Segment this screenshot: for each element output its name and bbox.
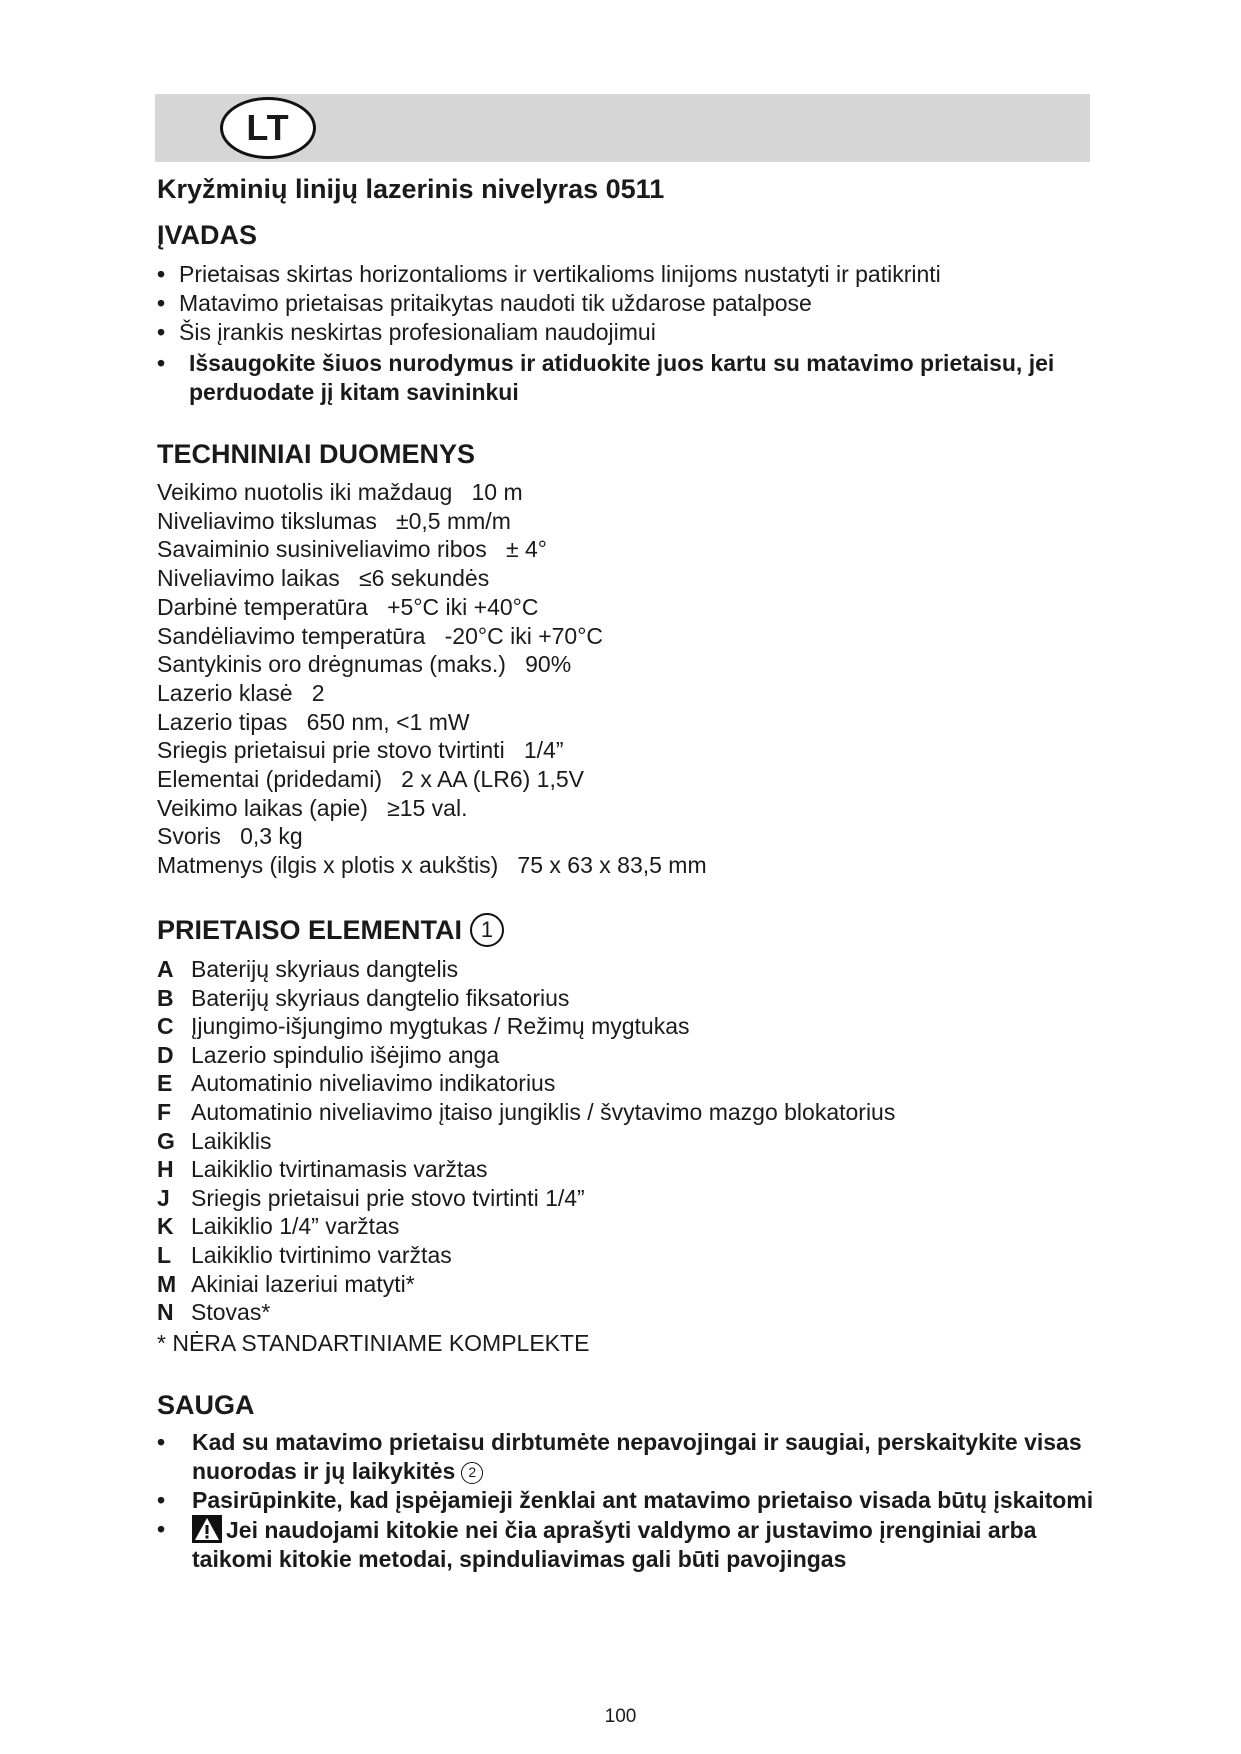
- element-key: B: [157, 984, 174, 1011]
- element-item: [157, 1184, 1057, 1213]
- safety-heading: SAUGA: [157, 1390, 255, 1420]
- element-label: Laikiklio 1/4” varžtas: [191, 1213, 400, 1240]
- spec-row: Matmenys (ilgis x plotis x aukštis) 75 x 63 x 83,5 mm: [157, 852, 707, 879]
- element-item: [157, 1041, 1057, 1070]
- page-number: 100: [604, 1706, 637, 1727]
- figure-ref-badge: 1: [470, 913, 504, 947]
- spec-row: Savaiminio susiniveliavimo ribos ± 4°: [157, 536, 547, 563]
- element-key: C: [157, 1013, 174, 1040]
- elements-heading-text: PRIETAISO ELEMENTAI: [157, 914, 463, 945]
- element-item: [157, 984, 1057, 1013]
- element-label: Baterijų skyriaus dangtelio fiksatorius: [191, 984, 570, 1011]
- element-label: Automatinio niveliavimo indikatorius: [191, 1070, 556, 1097]
- element-key: G: [157, 1127, 175, 1154]
- elements-footnote: * NĖRA STANDARTINIAME KOMPLEKTE: [157, 1330, 590, 1356]
- element-label: Laikiklis: [191, 1127, 272, 1154]
- element-label: Akiniai lazeriui matyti*: [191, 1270, 415, 1297]
- spec-row: Lazerio tipas 650 nm, <1 mW: [157, 708, 470, 735]
- element-label: Sriegis prietaisui prie stovo tvirtinti 1/4”: [191, 1184, 585, 1211]
- element-key: N: [157, 1299, 174, 1326]
- safety-bullet: [157, 1515, 1097, 1574]
- element-item: [157, 1298, 1057, 1327]
- safety-bullet: [157, 1486, 1097, 1515]
- safety-bullet-text: Kad su matavimo prietaisu dirbtumėte nepavojingai ir saugiai, perskaitykite visas nuorodas ir jų laikykitės: [192, 1429, 1082, 1484]
- element-key: H: [157, 1156, 174, 1183]
- intro-list: [157, 260, 1097, 407]
- element-label: Automatinio niveliavimo įtaiso jungiklis / švytavimo mazgo blokatorius: [191, 1098, 896, 1125]
- figure-ref-badge: 2: [461, 1462, 483, 1484]
- intro-bullet: • Prietaisas skirtas horizontalioms ir vertikalioms linijoms nustatyti ir patikrinti: [157, 260, 1097, 289]
- intro-bullet-important: • Išsaugokite šiuos nurodymus ir atiduokite juos kartu su matavimo prietaisu, jei perduodate jį kitam savininkui: [157, 349, 1097, 407]
- specs-list: [157, 478, 957, 880]
- element-item: [157, 1012, 1057, 1041]
- elements-list: [157, 955, 1057, 1327]
- element-item: [157, 955, 1057, 984]
- element-item: [157, 1155, 1057, 1184]
- element-key: D: [157, 1041, 174, 1068]
- spec-row: Veikimo laikas (apie) ≥15 val.: [157, 794, 468, 821]
- warning-triangle-icon: [192, 1515, 222, 1543]
- spec-row: Niveliavimo tikslumas ±0,5 mm/m: [157, 507, 511, 534]
- spec-row: Darbinė temperatūra +5°C iki +40°C: [157, 593, 539, 620]
- element-key: M: [157, 1270, 177, 1297]
- intro-bullet: • Matavimo prietaisas pritaikytas naudoti tik uždarose patalpose: [157, 289, 1097, 318]
- spec-row: Sandėliavimo temperatūra -20°C iki +70°C: [157, 622, 604, 649]
- element-item: [157, 1069, 1057, 1098]
- safety-list: [157, 1428, 1097, 1574]
- spec-row: Santykinis oro drėgnumas (maks.) 90%: [157, 651, 572, 678]
- spec-row: Lazerio klasė 2: [157, 679, 325, 706]
- element-key: E: [157, 1070, 173, 1097]
- document-title: Kryžminių linijų lazerinis nivelyras 0511: [157, 174, 665, 204]
- element-item: [157, 1212, 1057, 1241]
- element-label: Laikiklio tvirtinamasis varžtas: [191, 1156, 488, 1183]
- element-item: [157, 1127, 1057, 1156]
- intro-heading: ĮVADAS: [157, 220, 258, 250]
- element-key: K: [157, 1213, 174, 1240]
- language-badge: LT: [220, 97, 316, 159]
- intro-bullet: • Šis įrankis neskirtas profesionaliam naudojimui: [157, 318, 1097, 347]
- spec-row: Elementai (pridedami) 2 x AA (LR6) 1,5V: [157, 766, 584, 793]
- element-label: Įjungimo-išjungimo mygtukas / Režimų mygtukas: [191, 1013, 690, 1040]
- element-key: J: [157, 1184, 170, 1211]
- safety-bullet-text: Jei naudojami kitokie nei čia aprašyti valdymo ar justavimo įrenginiai arba taikomi kitokie metodai, spinduliavimas gali būti pavojingas: [192, 1517, 1037, 1572]
- element-key: F: [157, 1098, 172, 1125]
- element-label: Baterijų skyriaus dangtelis: [191, 956, 459, 982]
- safety-bullet: [157, 1428, 1097, 1486]
- element-label: Lazerio spindulio išėjimo anga: [191, 1041, 500, 1068]
- spec-row: Niveliavimo laikas ≤6 sekundės: [157, 565, 490, 592]
- element-label: Laikiklio tvirtinimo varžtas: [191, 1241, 452, 1268]
- spec-row: Svoris 0,3 kg: [157, 823, 303, 850]
- element-key: L: [157, 1241, 172, 1268]
- element-key: A: [157, 956, 174, 982]
- elements-heading: [157, 913, 504, 947]
- element-item: [157, 1270, 1057, 1299]
- specs-heading: TECHNINIAI DUOMENYS: [157, 439, 476, 469]
- spec-row: Veikimo nuotolis iki maždaug 10 m: [157, 479, 523, 505]
- element-label: Stovas*: [191, 1299, 271, 1326]
- safety-bullet-text: Pasirūpinkite, kad įspėjamieji ženklai ant matavimo prietaiso visada būtų įskaitomi: [192, 1487, 1094, 1513]
- spec-row: Sriegis prietaisui prie stovo tvirtinti 1/4”: [157, 737, 564, 764]
- element-item: [157, 1241, 1057, 1270]
- element-item: [157, 1098, 1057, 1127]
- language-header-bar: [155, 94, 1090, 162]
